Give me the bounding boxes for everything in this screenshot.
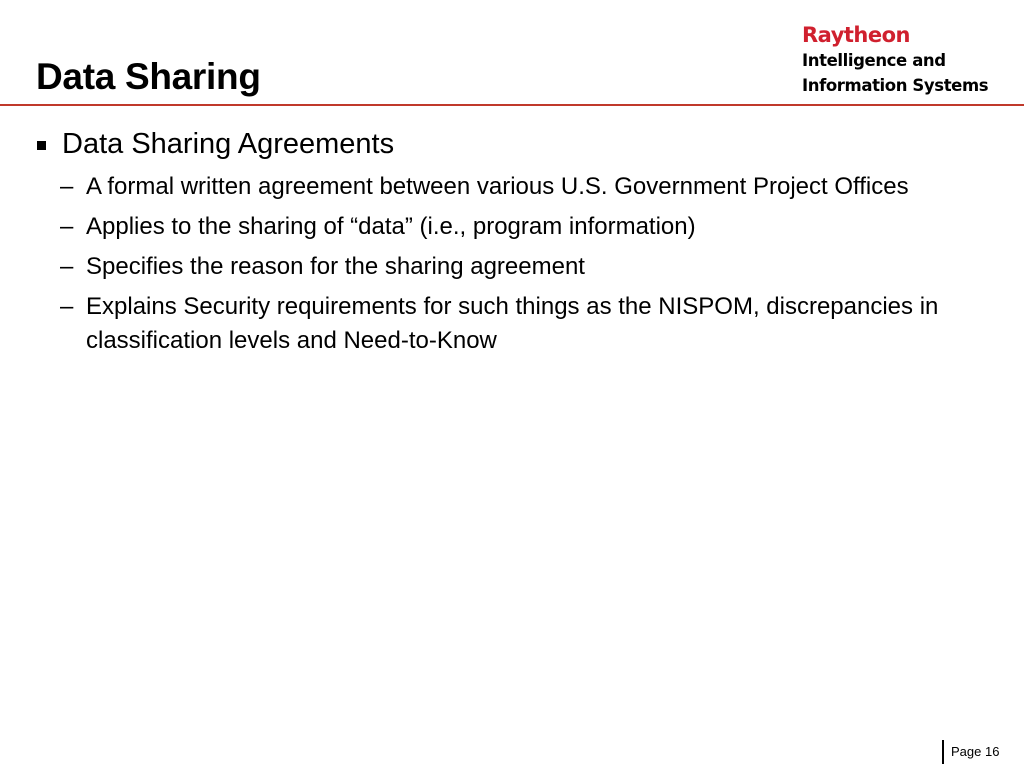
sub-bullet-text: Explains Security requirements for such things as the NISPOM, discrepancies in classification levels and Need-to-Know <box>86 293 939 354</box>
bullet-item <box>36 124 996 164</box>
sub-bullet-item <box>36 170 976 204</box>
logo-line-2: Information Systems <box>802 76 989 95</box>
logo-line-1: Intelligence and <box>802 51 946 70</box>
bullet-text: Data Sharing Agreements <box>62 128 395 160</box>
title-divider <box>0 104 1024 106</box>
page-number: Page 16 <box>942 740 999 764</box>
square-bullet-icon <box>37 141 46 150</box>
sub-bullet-list <box>36 170 996 358</box>
logo-brand: Raytheon <box>802 23 910 47</box>
dash-bullet-icon: – <box>60 173 74 200</box>
dash-bullet-icon: – <box>60 213 74 240</box>
sub-bullet-item <box>36 290 976 358</box>
sub-bullet-item <box>36 250 976 284</box>
dash-bullet-icon: – <box>60 293 74 320</box>
sub-bullet-item <box>36 210 976 244</box>
sub-bullet-text: Applies to the sharing of “data” (i.e., program information) <box>86 213 696 240</box>
dash-bullet-icon: – <box>60 253 74 280</box>
slide-body <box>36 124 996 364</box>
raytheon-logo <box>802 22 1012 98</box>
slide-title: Data Sharing <box>36 56 261 97</box>
sub-bullet-text: Specifies the reason for the sharing agreement <box>86 253 585 280</box>
sub-bullet-text: A formal written agreement between various U.S. Government Project Offices <box>86 173 909 200</box>
